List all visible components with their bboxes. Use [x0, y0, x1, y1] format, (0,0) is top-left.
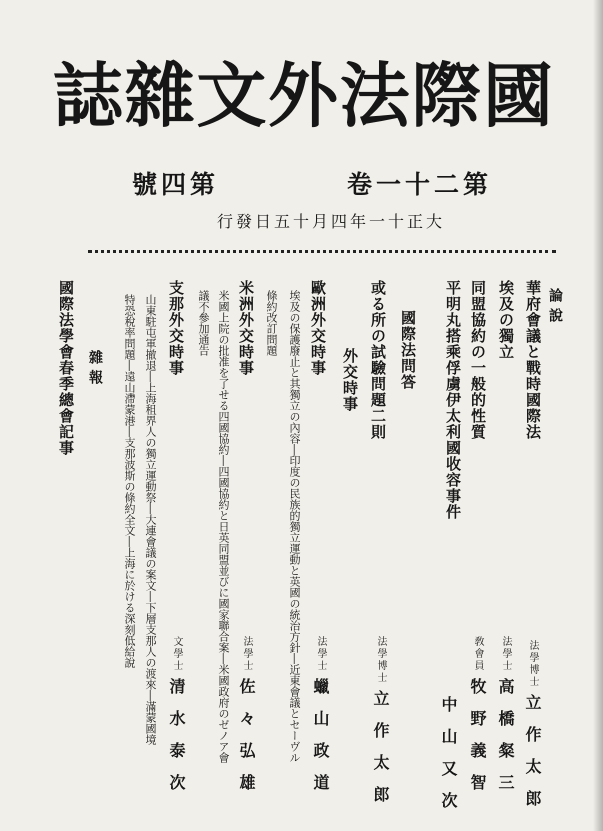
author-name: 蠟山政道: [311, 678, 330, 806]
masthead-char: 際: [411, 54, 480, 137]
author-name: 高橋粲三: [496, 678, 515, 806]
author-credit: [372, 636, 388, 818]
article-title: 同盟協約の一般的性質: [469, 280, 487, 440]
article-entry: [215, 290, 231, 763]
article-subtitle: ―遠山滯蒙港―支那波斯の條約全文―上海に於ける深刻低給說: [123, 360, 136, 668]
article-title: 米國上院の批准を了せる四國協約: [217, 290, 230, 455]
author-name: 立作太郎: [371, 690, 390, 818]
author-title: 敎會員: [472, 636, 483, 672]
author-credit: [469, 636, 485, 806]
article-title: 華府會議と戰時國際法: [524, 280, 542, 440]
article-title: 或る所の試驗問題二則: [369, 280, 387, 440]
author-credit: [440, 690, 456, 824]
article-title: 山東駐屯軍撤退: [144, 294, 157, 371]
dotted-divider: [88, 250, 556, 256]
article-title: 歐洲外交時事: [309, 280, 327, 376]
author-title: 法學士: [241, 636, 252, 672]
article-title: 特恐稅率問題: [123, 294, 136, 360]
author-name: 牧野義智: [468, 678, 487, 806]
article-title: 平明丸搭乘俘虜伊太利國收容事件: [444, 280, 462, 520]
article-entry: [142, 294, 158, 745]
number-label: 號四第: [132, 170, 220, 199]
author-name: 清水泰次: [167, 678, 186, 806]
author-name: 立作太郎: [523, 694, 542, 822]
article-title: 埃及の保護廢止と其獨立の內容: [288, 290, 301, 444]
article-title: 國際法學會春季總會記事: [57, 280, 75, 456]
volume-label: 卷一十二第: [346, 170, 492, 199]
author-title: 法學士: [315, 636, 326, 672]
masthead-char: 文: [196, 54, 265, 137]
masthead-char: 國: [482, 54, 551, 137]
article-entry: [286, 290, 302, 763]
author-credit: [524, 640, 540, 822]
article-title: 支那外交時事: [167, 280, 185, 376]
masthead-char: 雜: [124, 54, 193, 137]
issue-line: [132, 168, 492, 202]
article-title: 議不參加通告: [197, 290, 210, 356]
section-kokusai-houmon: 國際法問答: [399, 310, 417, 390]
author-title: 文學士: [171, 636, 182, 672]
article-subtitle: ―印度の民族的獨立運動と英國の統治方針―近東會議とセーヴル: [288, 444, 301, 763]
section-gaikou-jiji: 外交時事: [341, 348, 359, 412]
author-credit: [168, 636, 184, 806]
article-title: 條約改訂問題: [265, 290, 278, 356]
masthead-title: [52, 56, 552, 136]
author-name: 中山又次: [439, 696, 458, 824]
article-subtitle: ―四國協約と日英同盟並びに國家聯合案―米國政府のゼノア會: [217, 455, 230, 763]
author-credit: [312, 636, 328, 806]
article-subtitle: ―上海租界人の獨立運動祭―大連會議の案文―下層支那人の渡來―滿蒙國境: [144, 371, 157, 745]
author-credit: [497, 636, 513, 806]
article-title: 米洲外交時事: [237, 280, 255, 376]
author-title: 法學士: [500, 636, 511, 672]
section-ronsetsu: 論說: [547, 288, 563, 328]
publication-date: 行發日五十月四年一十正大: [216, 212, 445, 231]
masthead-char: 法: [339, 54, 408, 137]
author-title: 法學博士: [375, 636, 386, 684]
page-edge-shadow: [593, 0, 603, 831]
masthead-char: 誌: [53, 54, 121, 137]
article-title: 埃及の獨立: [497, 280, 515, 360]
article-entry: [121, 294, 137, 668]
section-zappou: 雜報: [87, 350, 103, 390]
masthead-char: 外: [267, 54, 336, 137]
author-title: 法學博士: [527, 640, 538, 688]
author-name: 佐々弘雄: [237, 678, 256, 806]
author-credit: [238, 636, 254, 806]
